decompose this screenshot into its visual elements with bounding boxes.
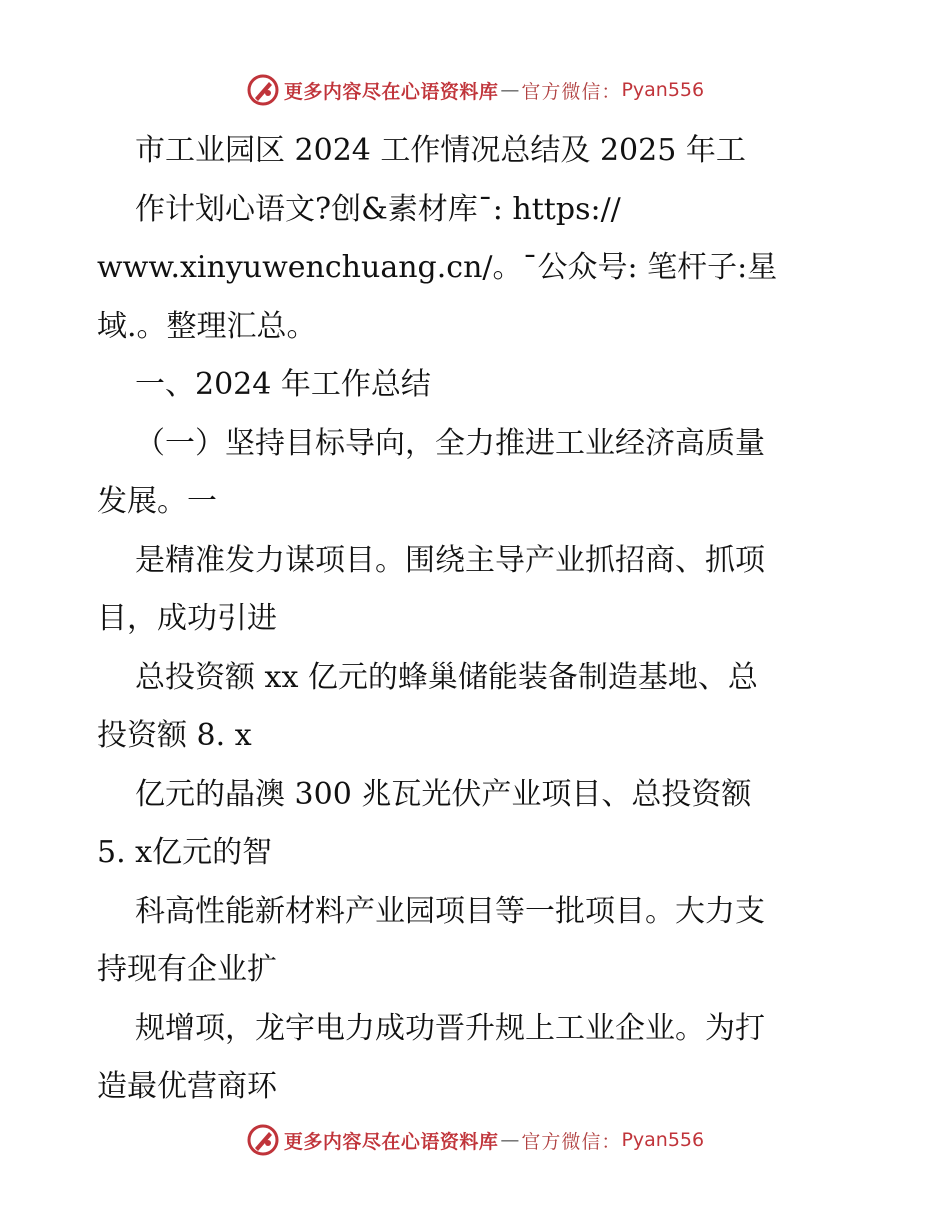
text-line: 目，成功引进 [97,601,277,636]
banner-wechat-id: Pyan556 [621,79,705,101]
section-heading: 一、2024 年工作总结 [135,367,431,402]
document-body [97,122,857,1117]
text-line: www.xinyuwenchuang.cn/。¯公众号: 笔杆子:星 [97,250,778,285]
banner-dash: — [500,79,520,101]
text-line: 科高性能新材料产业园项目等一批项目。大力支 [135,893,765,929]
text-line: 总投资额 xx 亿元的蜂巢储能装备制造基地、总 [135,659,758,695]
pen-logo-icon [246,73,280,107]
banner-dash: — [500,1129,520,1151]
text-line: 持现有企业扩 [97,952,277,987]
text-line: 5. x亿元的智 [97,835,273,870]
text-line: 投资额 8. x [97,718,252,753]
text-line: 亿元的晶澳 300 兆瓦光伏产业项目、总投资额 [135,776,752,812]
text-line: 造最优营商环 [97,1069,277,1104]
text-line: 作计划心语文?创&素材库¯: https:// [135,191,621,227]
subsection-heading: （一）坚持目标导向，全力推进工业经济高质量 [135,425,765,461]
banner-slogan: 更多内容尽在心语资料库 [283,80,499,103]
banner-wechat-id: Pyan556 [621,1129,705,1151]
text-line: 规增项，龙宇电力成功晋升规上工业企业。为打 [135,1010,765,1046]
header-banner [0,70,950,110]
banner-slogan: 更多内容尽在心语资料库 [283,1130,499,1153]
footer-banner [0,1120,950,1160]
banner-official-label: 官方微信： [521,1130,622,1153]
pen-logo-icon [246,1123,280,1157]
text-line: 市工业园区 2024 工作情况总结及 2025 年工 [135,133,746,168]
text-line: 是精准发力谋项目。围绕主导产业抓招商、抓项 [135,542,765,578]
text-line: 域.。整理汇总。 [97,308,317,344]
text-line: 发展。一 [97,484,217,519]
banner-official-label: 官方微信： [521,80,622,103]
